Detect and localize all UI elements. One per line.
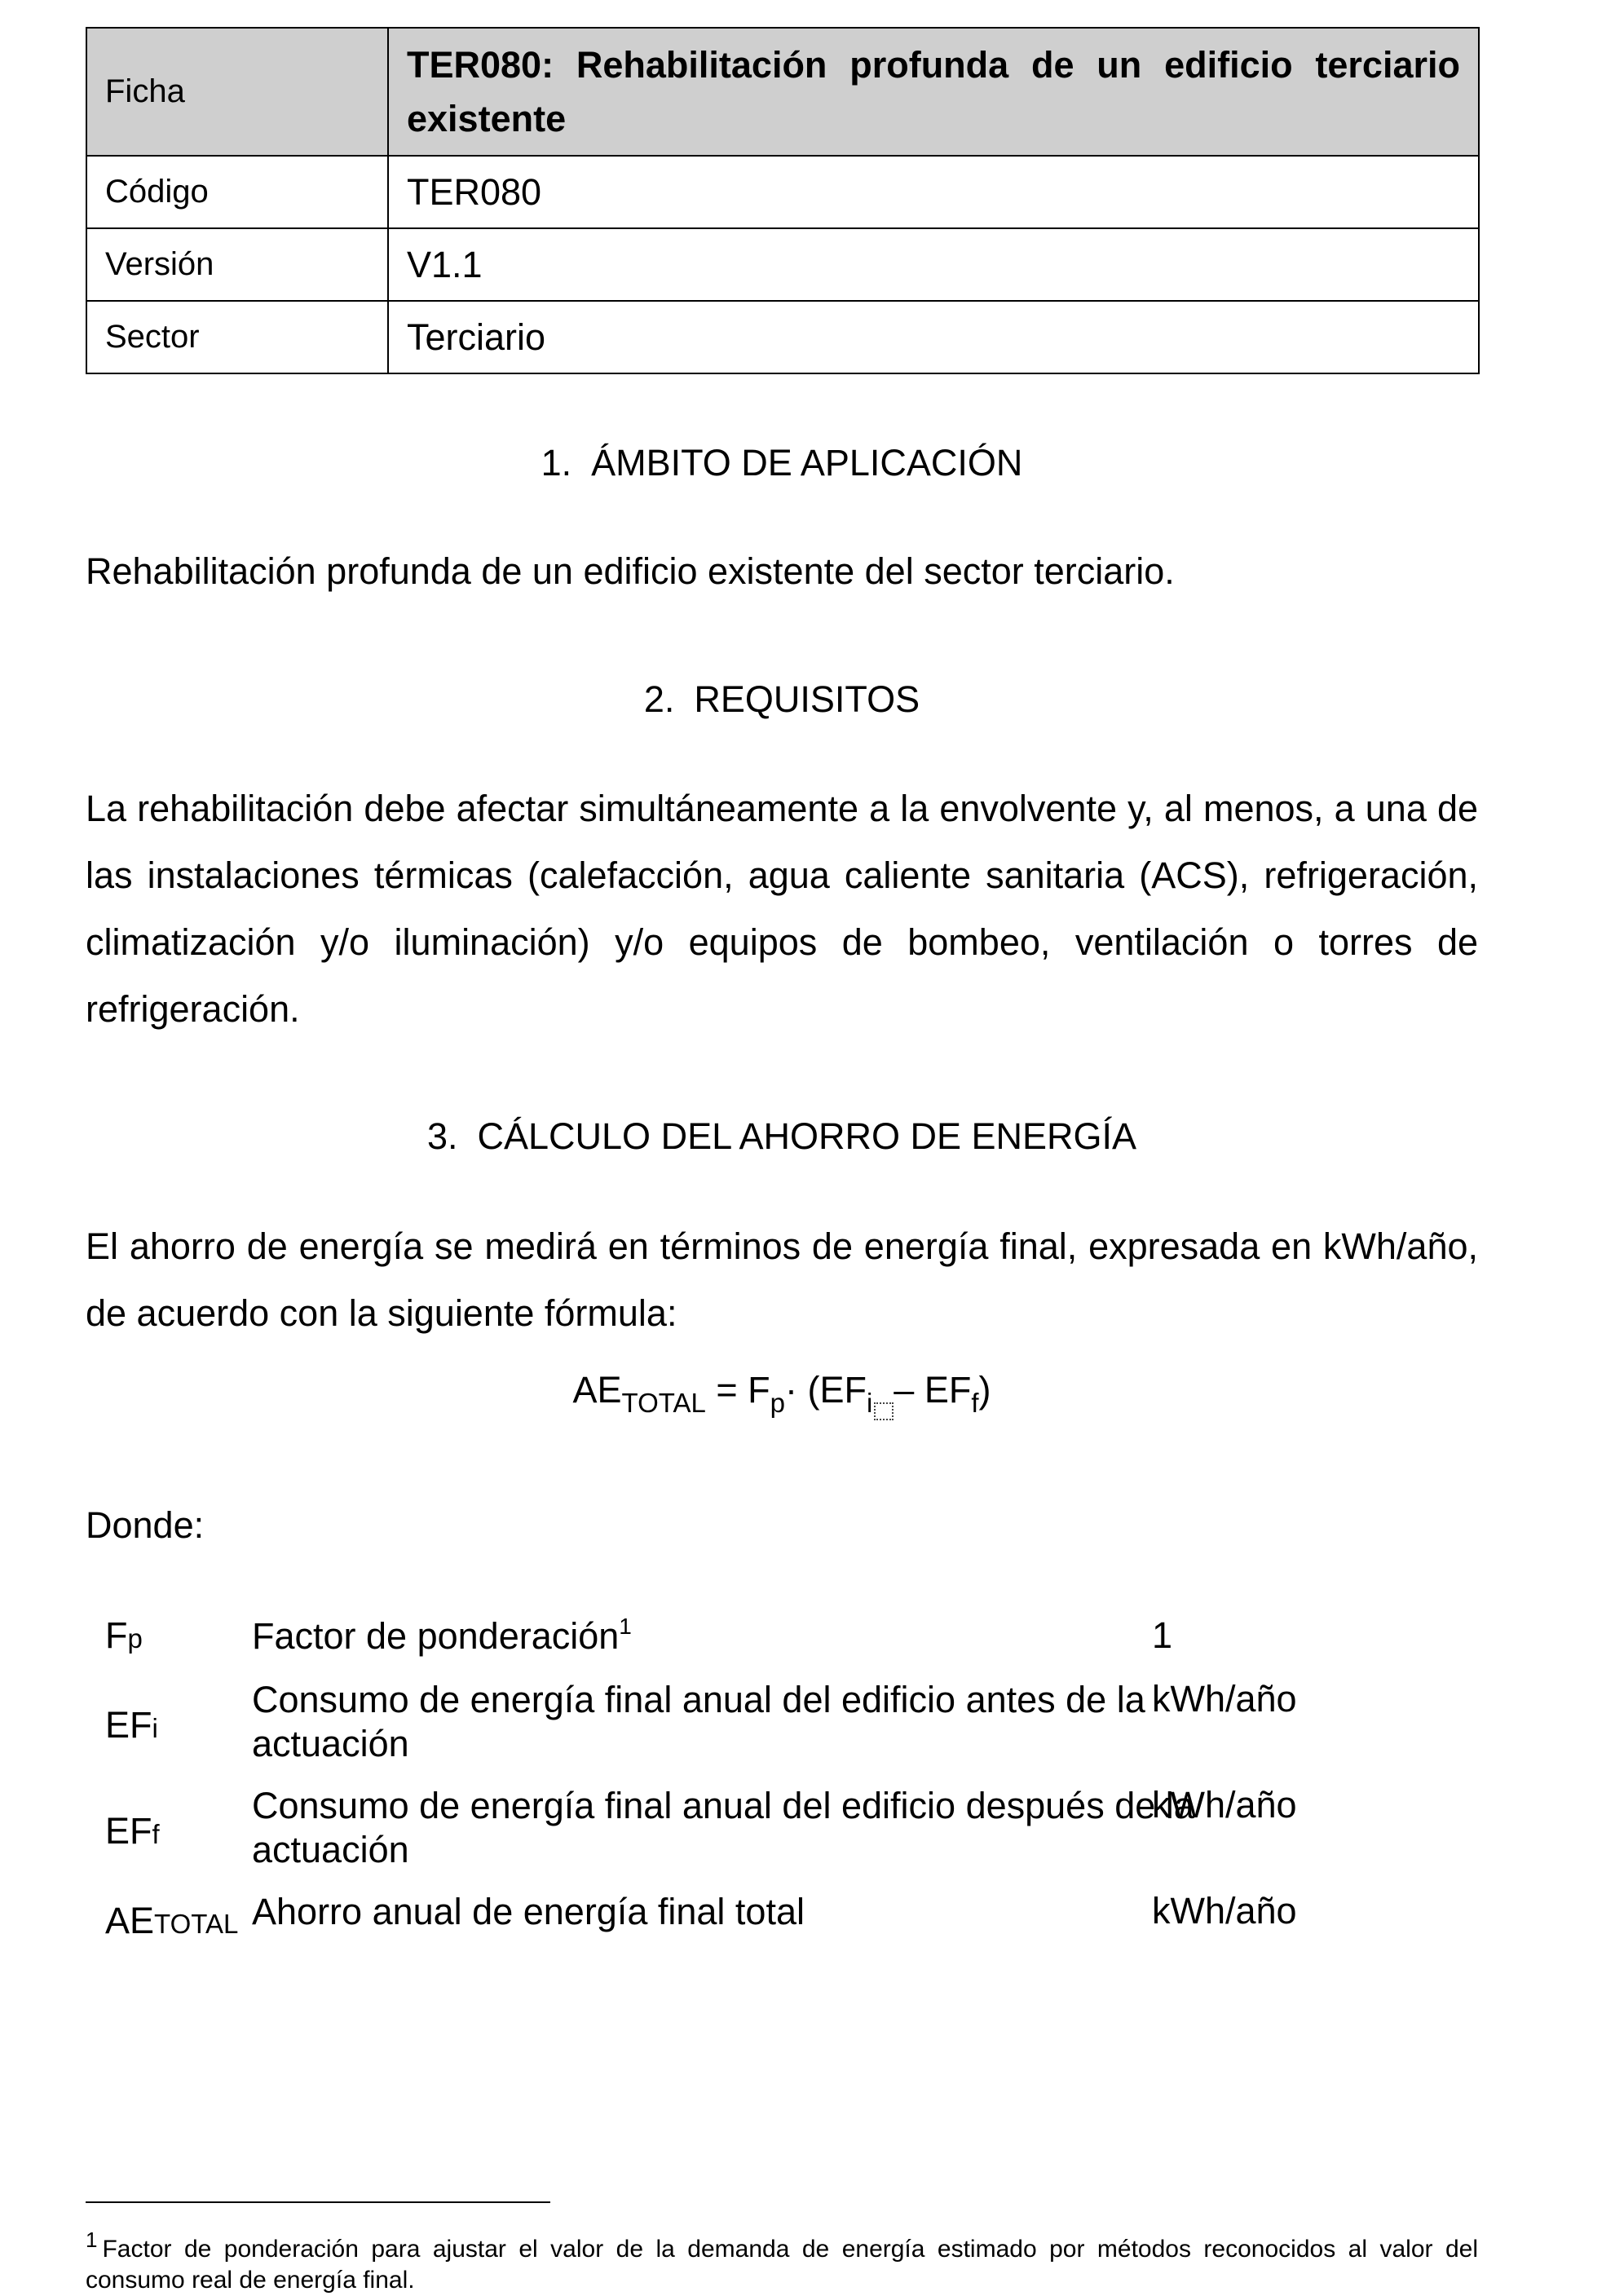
variable-row <box>86 1614 1478 1671</box>
variable-symbol: EFf <box>105 1810 160 1852</box>
ficha-header-table <box>86 27 1480 374</box>
section-text-calculo: El ahorro de energía se medirá en términos de energía final, expresada en kWh/año, de acuerdo con la siguiente fórmula: <box>86 1225 1478 1334</box>
section-heading-calculo <box>86 1112 1478 1161</box>
variable-symbol: Fp <box>105 1614 143 1656</box>
version-value: V1.1 <box>388 228 1479 301</box>
donde-label: Donde: <box>86 1504 205 1546</box>
formula-efi: · (EF <box>784 1369 867 1411</box>
formula-fp-sub: p <box>770 1388 785 1418</box>
sector-row <box>86 301 1479 373</box>
formula-fp: = F <box>705 1369 770 1411</box>
ficha-title: TER080: Rehabilitación profunda de un edificio terciario existente <box>388 28 1479 156</box>
variable-row <box>86 1784 1478 1890</box>
variable-symbol: EFi <box>105 1704 158 1746</box>
variable-description: Consumo de energía final anual del edificio después de la actuación <box>252 1785 1194 1870</box>
formula-eff: – EF <box>894 1369 972 1411</box>
sector-label: Sector <box>86 301 388 373</box>
section-number: 2. <box>643 678 675 720</box>
variable-value: kWh/año <box>1152 1890 1297 1932</box>
section-heading-ambito <box>86 439 1478 488</box>
formula-close: ) <box>978 1369 991 1411</box>
section-number: 3. <box>426 1115 458 1157</box>
section-title: REQUISITOS <box>694 678 920 720</box>
variable-value: kWh/año <box>1152 1678 1297 1720</box>
formula-eff-sub: f <box>971 1388 979 1418</box>
footnote-text: Factor de ponderación para ajustar el valor de la demanda de energía estimado por métodos reconocidos al valor del consumo real de energía final. <box>86 2236 1478 2294</box>
footnote-reference: 1 <box>619 1614 632 1639</box>
footnote <box>86 2224 1478 2296</box>
footnote-mark: 1 <box>86 2228 98 2252</box>
section-heading-requisitos <box>86 675 1478 724</box>
variable-description: Consumo de energía final anual del edificio antes de la actuación <box>252 1679 1145 1764</box>
formula-ae: AE <box>572 1369 622 1411</box>
variable-symbol: AETOTAL <box>105 1900 239 1941</box>
ficha-row <box>86 28 1479 156</box>
footnote-divider <box>86 2201 550 2203</box>
variable-description: Factor de ponderación$^1$ <box>252 1614 632 1657</box>
formula-efi-sub: i <box>866 1388 873 1418</box>
section-title: CÁLCULO DEL AHORRO DE ENERGÍA <box>477 1115 1137 1157</box>
variable-value: 1 <box>1152 1614 1173 1656</box>
sector-value: Terciario <box>388 301 1479 373</box>
formula-ae-sub: TOTAL <box>621 1388 706 1418</box>
variable-value: kWh/año <box>1152 1784 1297 1826</box>
variable-description: Ahorro anual de energía final total <box>252 1891 805 1932</box>
section-text-requisitos: La rehabilitación debe afectar simultáneamente a la envolvente y, al menos, a una de las instalaciones térmicas (calefacción, agua caliente sanitaria (ACS), refrigeración, climatización y/o iluminación) y/o equipos de bombeo, ventilación o torres de refrigeración. <box>86 788 1478 1030</box>
version-row <box>86 228 1479 301</box>
variables-table <box>86 1614 1478 1941</box>
codigo-label: Código <box>86 156 388 228</box>
section-text-ambito: Rehabilitación profunda de un edificio existente del sector terciario. <box>86 550 1175 592</box>
ficha-label: Ficha <box>86 28 388 156</box>
variable-row <box>86 1890 1478 1947</box>
codigo-value: TER080 <box>388 156 1479 228</box>
variable-row <box>86 1678 1478 1784</box>
section-number: 1. <box>541 442 572 483</box>
codigo-row <box>86 156 1479 228</box>
energy-savings-formula <box>86 1362 1478 1432</box>
placeholder-box-icon <box>874 1402 894 1420</box>
section-title: ÁMBITO DE APLICACIÓN <box>591 442 1023 483</box>
version-label: Versión <box>86 228 388 301</box>
